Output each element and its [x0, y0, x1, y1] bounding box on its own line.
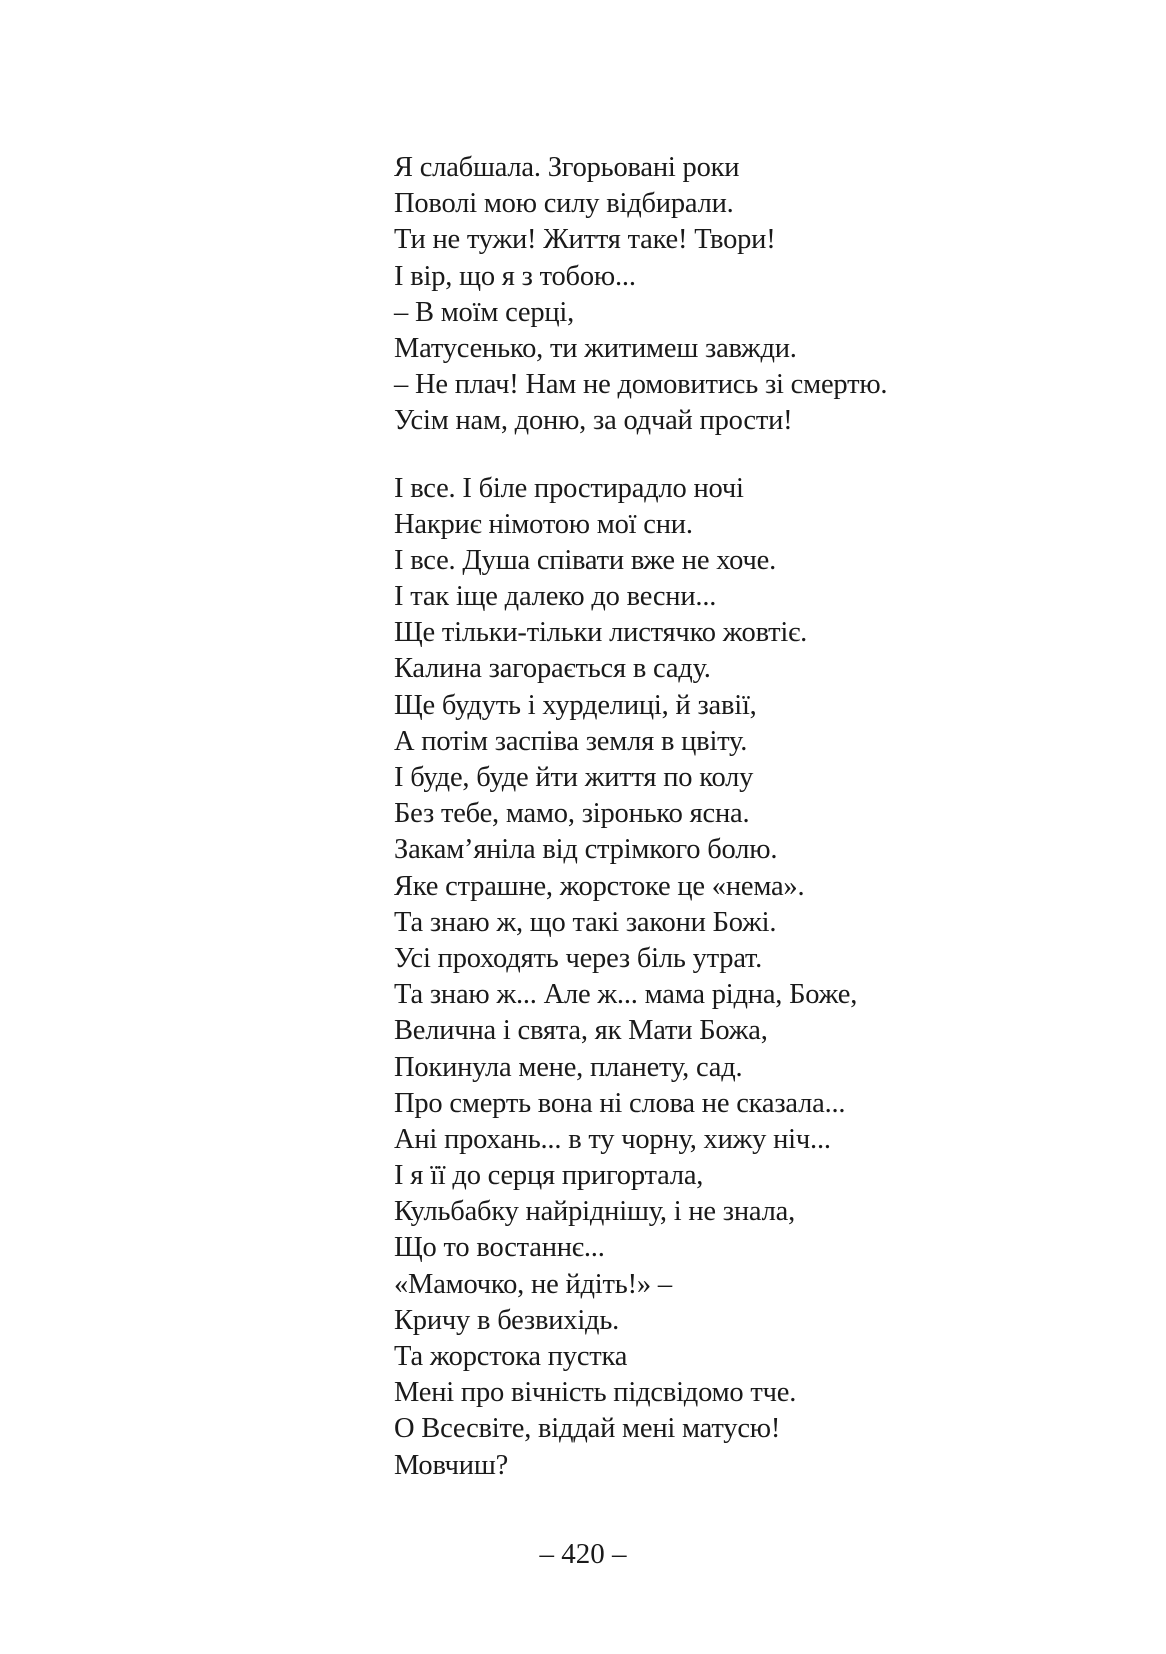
poem-line: Закам’яніла від стрімкого болю. [394, 834, 778, 866]
poem-line: І все. Душа співати вже не хоче. [394, 544, 776, 576]
poem-line: О Всесвіте, віддай мені матусю! [394, 1413, 781, 1445]
poem-line: І буде, буде йти життя по колу [394, 762, 754, 793]
poem-line: Що то востаннє... [394, 1232, 605, 1264]
poem-line: Усім нам, доню, за одчай прости! [394, 405, 793, 437]
poem-line: Поволі мою силу відбирали. [394, 188, 734, 220]
poem-line: – В моїм серці, [394, 296, 575, 328]
poem-line: Ані прохань... в ту чорну, хижу ніч... [394, 1123, 831, 1155]
poem-line: Ти не тужи! Життя таке! Твори! [394, 224, 776, 256]
poem-line: Ще будуть і хурделиці, й завії, [394, 689, 757, 721]
poem-line: Усі проходять через біль утрат. [394, 942, 763, 974]
poem-line: Матусенько, ти житимеш завжди. [394, 332, 797, 364]
poem-line: Велична і свята, як Мати Божа, [394, 1015, 768, 1047]
poem-line: І я її до серця пригортала, [394, 1160, 704, 1192]
poem-line: Ще тільки-тільки листячко жовтіє. [394, 617, 808, 649]
poem-line: І все. І біле простирадло ночі [394, 472, 744, 504]
poem-line: Яке страшне, жорстоке це «нема». [394, 870, 805, 902]
poem-line: Мені про вічність підсвідомо тче. [394, 1377, 797, 1409]
poem-line: І так іще далеко до весни... [394, 581, 717, 613]
page-number: – 420 – [539, 1538, 627, 1570]
poem-line: А потім заспіва земля в цвіту. [394, 725, 748, 757]
poem-line: Та знаю ж, що такі закони Божі. [394, 906, 777, 938]
poem-line: «Мамочко, не йдіть!» – [394, 1268, 672, 1300]
poem-line: Без тебе, мамо, зіронько ясна. [394, 798, 750, 830]
poem [394, 150, 1094, 1484]
poem-line: Про смерть вона ні слова не сказала... [394, 1087, 846, 1119]
stanza-1 [394, 150, 1094, 440]
poem-line: Калина загорається в саду. [394, 653, 711, 685]
poem-line: Та жорстока пустка [394, 1341, 628, 1372]
poem-line: Кульбабку найріднішу, і не знала, [394, 1196, 796, 1228]
poem-line: – Не плач! Нам не домовитись зі смертю. [394, 369, 888, 401]
poem-line: І вір, що я з тобою... [394, 260, 636, 292]
poem-line: Та знаю ж... Але ж... мама рідна, Боже, [394, 979, 858, 1011]
stanza-2 [394, 471, 1094, 1484]
poem-line: Накриє німотою мої сни. [394, 508, 693, 540]
poem-line: Кричу в безвихідь. [394, 1304, 620, 1336]
poem-line: Покинула мене, планету, сад. [394, 1051, 743, 1083]
poem-line: Мовчиш? [394, 1449, 509, 1481]
poem-line: Я слабшала. Згорьовані роки [394, 152, 740, 183]
